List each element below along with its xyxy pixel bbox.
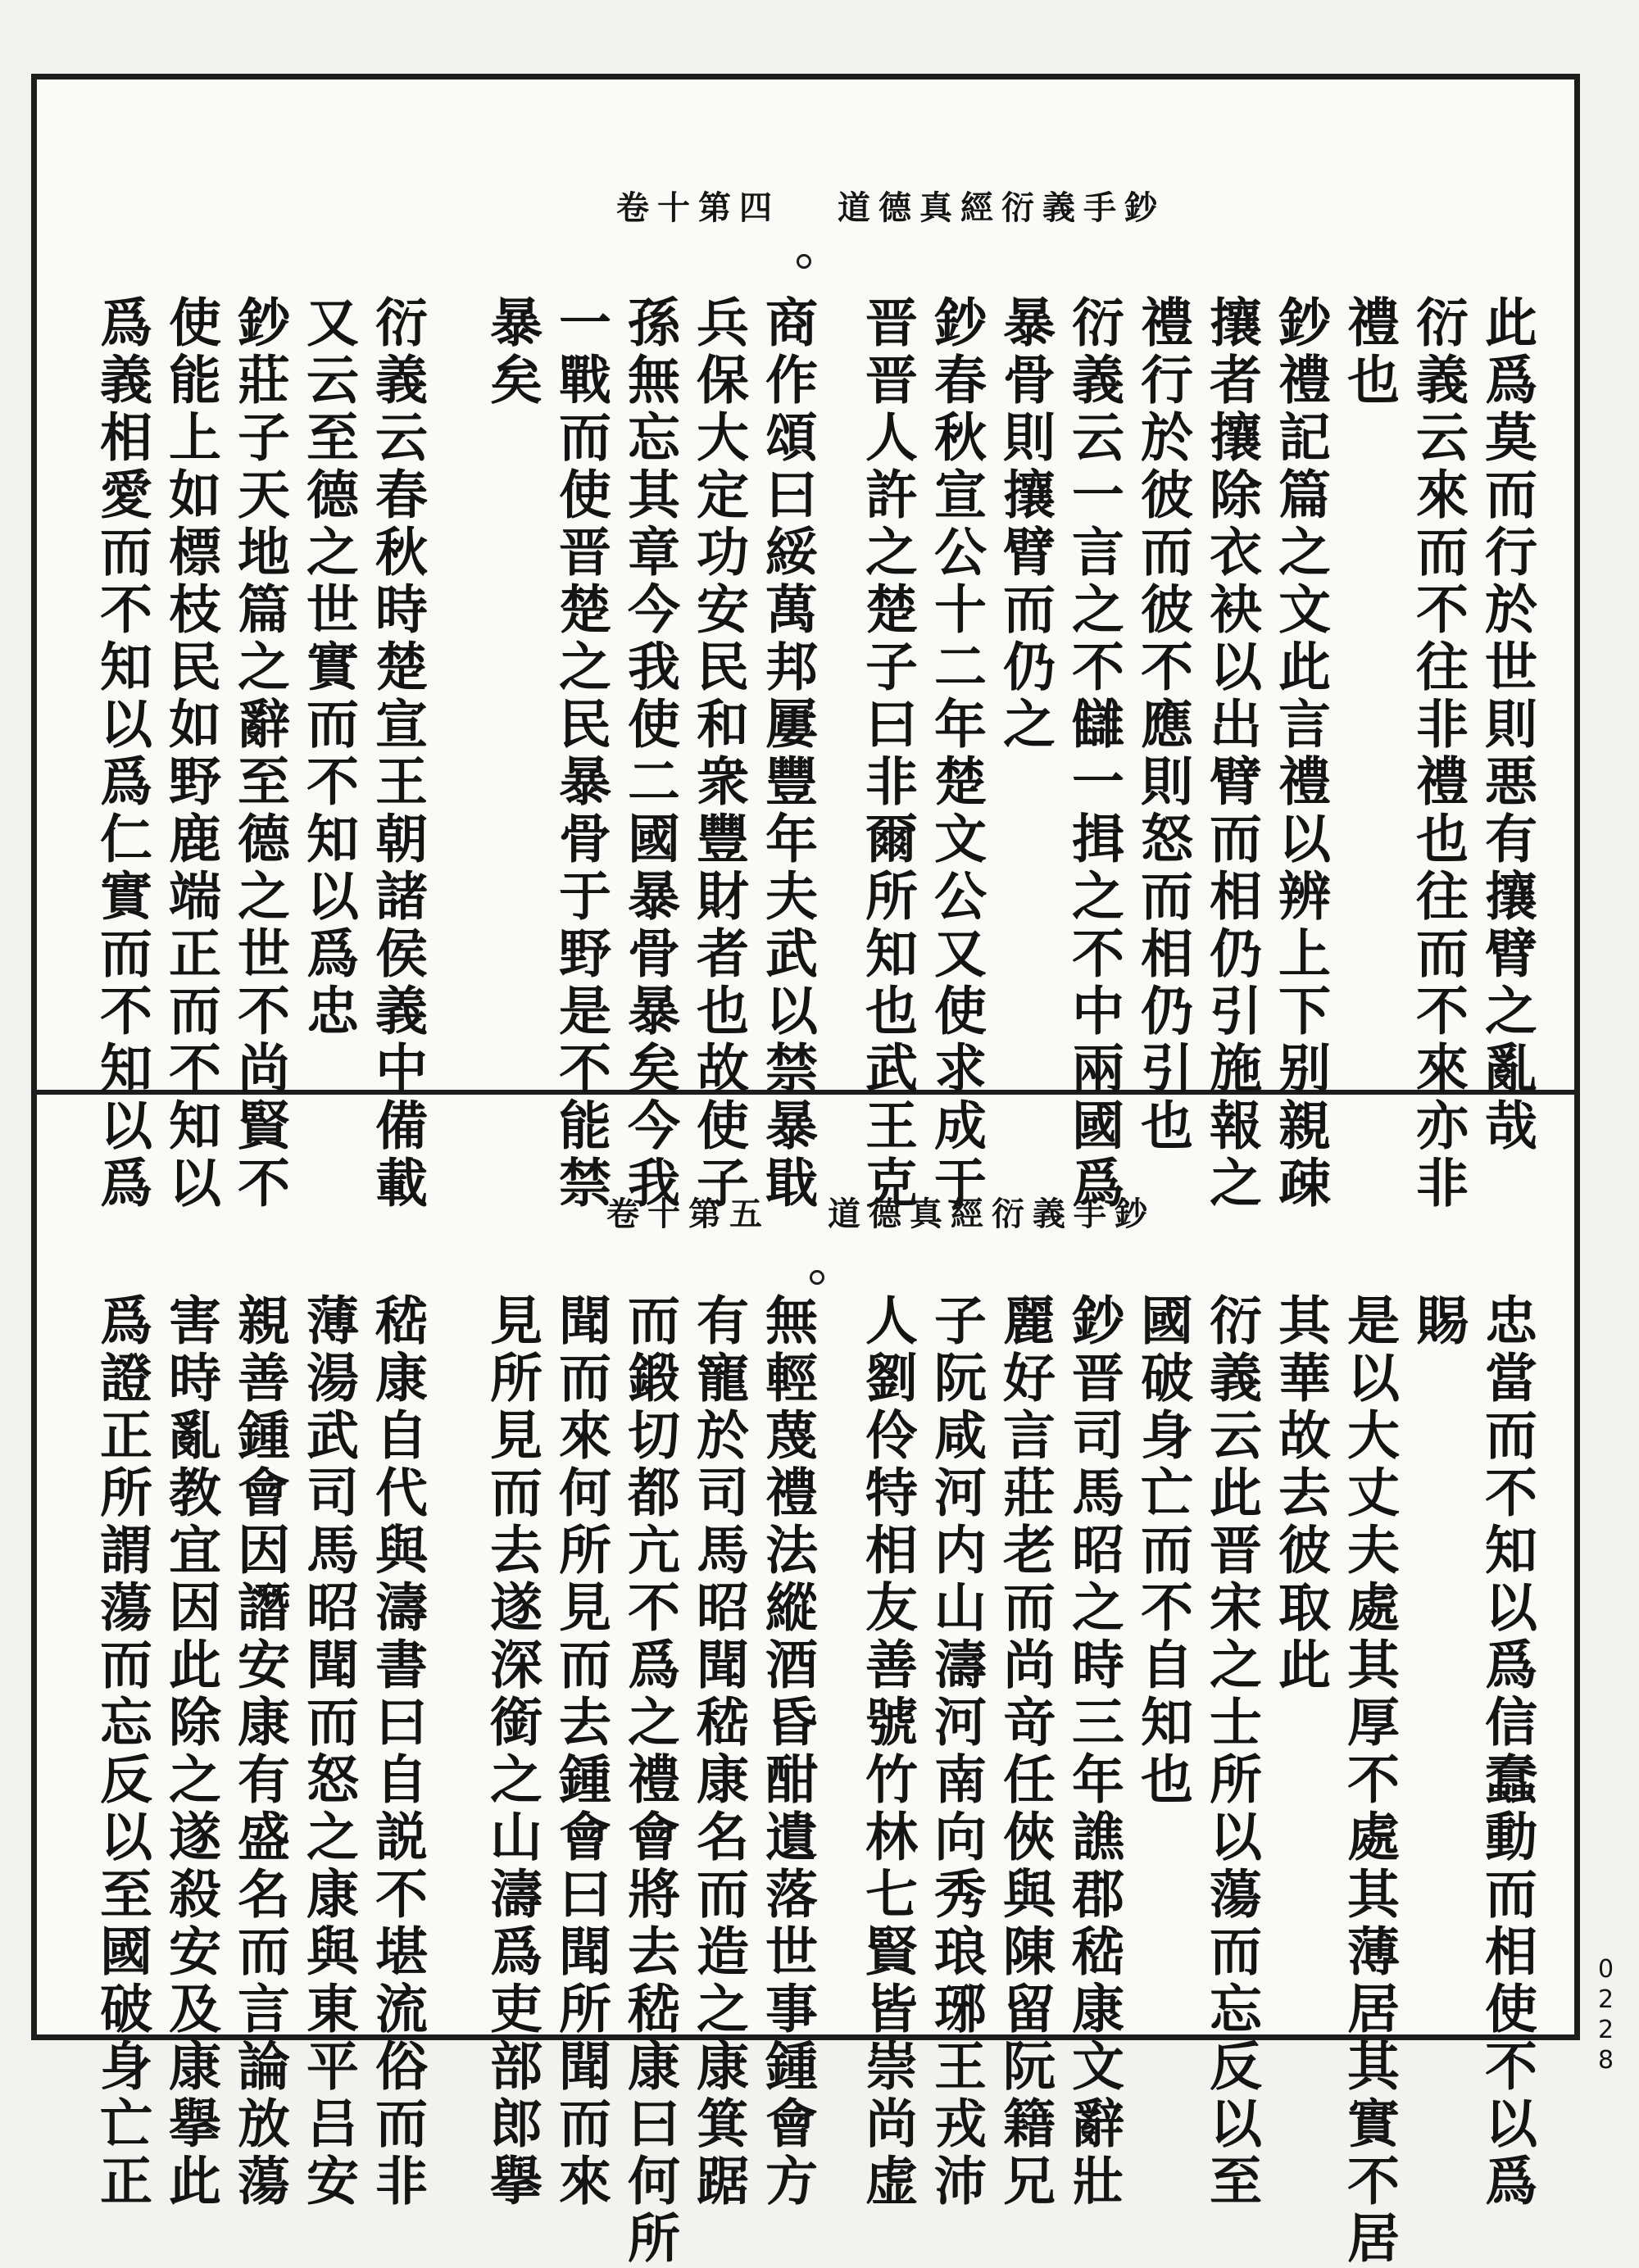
- top-column: 商作頌曰綏萬邦屢豐年夫武以禁暴戢: [756, 295, 818, 1213]
- top-column: 暴矣: [481, 295, 543, 410]
- top-column: 暴骨則攘臂而仍之: [994, 295, 1056, 754]
- bottom-column: 而鍛切都亢不爲之禮會將去嵇康曰何所: [619, 1293, 680, 2268]
- top-column: 爲義相愛而不知以爲仁實而不知以爲: [91, 295, 152, 1213]
- bottom-column: 無輕蔑禮法縱酒昏酣遺落世事鍾會方: [756, 1293, 818, 2211]
- bottom-column: 國破身亡而不自知也: [1132, 1293, 1193, 1809]
- top-column: 禮也: [1338, 295, 1400, 410]
- page-number: 0228: [1591, 1955, 1620, 2076]
- bottom-column: 人劉伶特相友善號竹林七賢皆崇尚虚: [856, 1293, 918, 2211]
- bottom-column: 聞而來何所見而去鍾會曰聞所聞而來: [550, 1293, 611, 2211]
- top-header-volume: 卷十第四: [616, 188, 780, 227]
- bottom-column: 是以大丈夫處其厚不處其薄居其實不居: [1338, 1293, 1400, 2268]
- top-column: 鈔莊子天地篇之辭至德之世不尚賢不: [229, 295, 290, 1213]
- bottom-column: 爲證正所謂蕩而忘反以至國破身亡正: [91, 1293, 152, 2211]
- top-column: 禮行於彼而彼不應則怒而相仍引也: [1132, 295, 1193, 1155]
- top-column: 衍義云一言之不讎一揖之不中兩國爲: [1063, 295, 1124, 1213]
- top-column: 兵保大定功安民和衆豐財者也故使子: [688, 295, 749, 1213]
- bottom-column: 忠當而不知以爲信蠢動而相使不以爲: [1476, 1293, 1537, 2211]
- top-column: 又云至德之世實而不知以爲忠: [297, 295, 359, 1041]
- bottom-column: 鈔晋司馬昭之時三年譙郡嵇康文辭壯: [1063, 1293, 1124, 2211]
- bottom-column: 親善鍾會因譖安康有盛名而言論放蕩: [229, 1293, 290, 2211]
- bottom-header-volume: 卷十第五: [606, 1195, 770, 1233]
- bottom-column: 見所見而去遂深銜之山濤爲吏部郎擧: [481, 1293, 543, 2211]
- bottom-column: 有寵於司馬昭聞嵇康名而造之康箕踞: [688, 1293, 749, 2211]
- bottom-column: 衍義云此晋宋之士所以蕩而忘反以至: [1201, 1293, 1262, 2211]
- bottom-column: 嵇康自代與濤書曰自説不堪流俗而非: [366, 1293, 428, 2211]
- top-column: 孫無忘其章今我使二國暴骨暴矣今我: [619, 295, 680, 1213]
- bottom-column: 其華故去彼取此: [1269, 1293, 1331, 1694]
- top-header-title: 道德真經衍義手鈔: [838, 188, 1165, 227]
- top-column: 衍義云春秋時楚宣王朝諸侯義中備載: [366, 295, 428, 1213]
- top-column: 使能上如標枝民如野鹿端正而不知以: [160, 295, 221, 1213]
- top-center-circle: [797, 254, 811, 269]
- bottom-column: 薄湯武司馬昭聞而怒之康與東平吕安: [297, 1293, 359, 2211]
- top-column: 攘者攘除衣袂以出臂而相仍引施報之: [1201, 295, 1262, 1213]
- top-column: 鈔春秋宣公十二年楚文公又使求成于: [925, 295, 987, 1213]
- top-header: [616, 182, 1165, 229]
- top-column: 晋晋人許之楚子曰非爾所知也武王克: [856, 295, 918, 1213]
- bottom-column: 子阮咸河内山濤河南向秀琅琊王戎沛: [925, 1293, 987, 2211]
- bottom-column: 害時亂教宜因此除之遂殺安及康擧此: [160, 1293, 221, 2211]
- top-column: 鈔禮記篇之文此言禮以辨上下别親疎: [1269, 295, 1331, 1213]
- top-column: 衍義云來而不往非禮也往而不來亦非: [1407, 295, 1469, 1213]
- bottom-center-circle: [810, 1270, 824, 1285]
- bottom-column: 賜: [1407, 1293, 1469, 1350]
- bottom-header-title: 道德真經衍義手鈔: [828, 1195, 1155, 1233]
- bottom-column: 麗好言莊老而尚竒任俠與陳留阮籍兄: [994, 1293, 1056, 2211]
- top-column: 此爲莫而行於世則悪有攘臂之亂哉: [1476, 295, 1537, 1155]
- top-column: 一戰而使晋楚之民暴骨于野是不能禁: [550, 295, 611, 1213]
